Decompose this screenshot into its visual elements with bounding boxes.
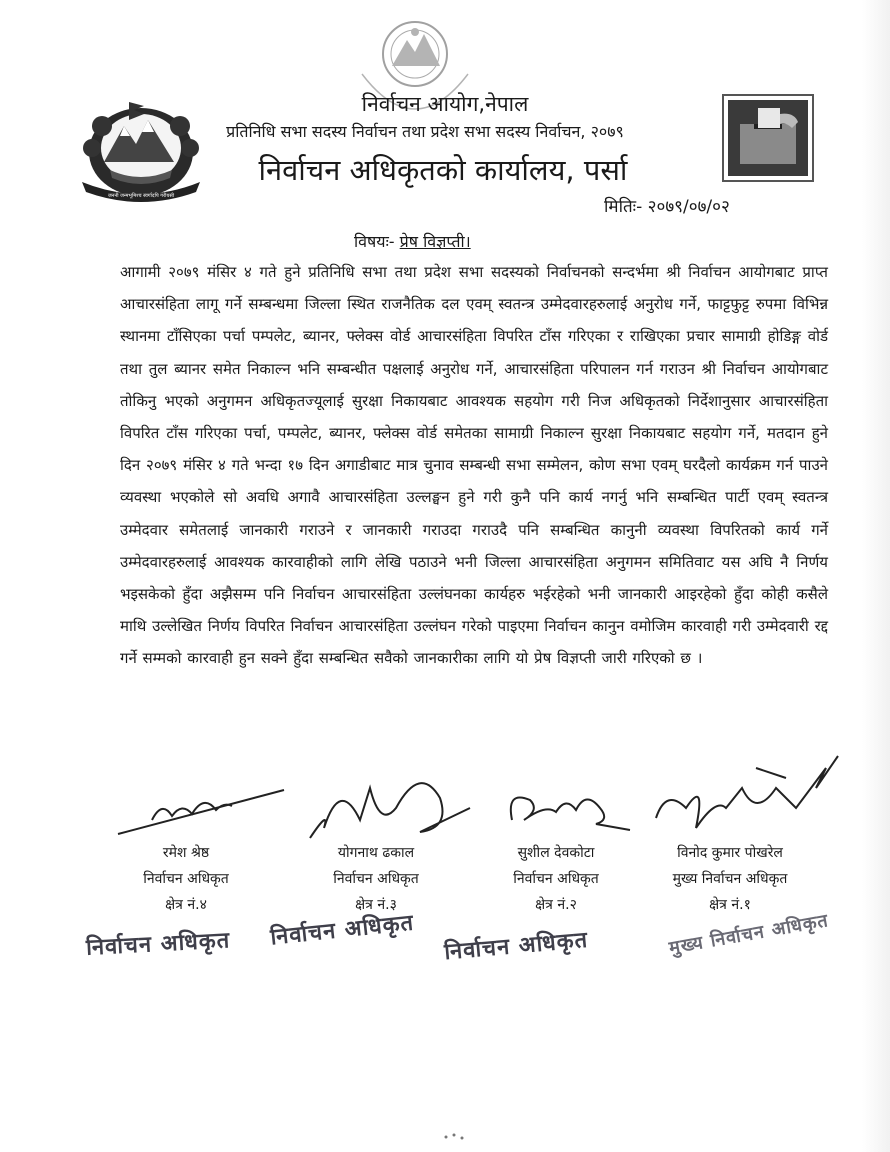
signature-1: [112, 780, 292, 840]
signatory-2: [276, 840, 476, 918]
scan-marks: [440, 1130, 470, 1144]
signatory-name: रमेश श्रेष्ठ: [162, 845, 210, 861]
signature-4: [646, 748, 846, 848]
signatory-title: मुख्य निर्वाचन अधिकृत: [672, 871, 788, 887]
signatory-name: योगनाथ ढकाल: [337, 845, 415, 861]
stamp-2: निर्वाचन अधिकृत: [269, 910, 416, 951]
signatory-4: [630, 840, 830, 918]
signatory-name: सुशील देवकोटा: [517, 845, 595, 861]
emblem-motto: जननी जन्मभूमिश्च स्वर्गादपि गरीयसी: [107, 193, 175, 199]
signatory-title: निर्वाचन अधिकृत: [143, 871, 229, 887]
signatory-name: विनोद कुमार पोखरेल: [677, 845, 783, 861]
date-line: [604, 194, 730, 217]
stamp-4: मुख्य निर्वाचन अधिकृत: [667, 910, 831, 959]
office-title: निर्वाचन अधिकृतको कार्यालय, पर्सा: [258, 153, 628, 187]
signatory-constituency: क्षेत्र नं.४: [165, 897, 207, 913]
signature-3: [500, 780, 640, 840]
signatory-title: निर्वाचन अधिकृत: [513, 871, 599, 887]
press-release-body: आगामी २०७९ मंसिर ४ गते हुने प्रतिनिधि सभा तथा प्रदेश सभा सदस्यको निर्वाचनको सन्दर्भमा श्री निर्वाचन आयोगबाट प्राप्त आचारसंहिता लागू गर्ने सम्बन्धमा जिल्ला स्थित राजनैतिक दल एवम् स्वतन्त्र उम्मेदवारहरुलाई अनुरोध गर्ने, फाट्टफुट्ट रुपमा विभिन्न स्थानमा टाँसिएका पर्चा पम्पलेट, ब्यानर, फ्लेक्स वोर्ड आचारसंहिता विपरित टाँस गरिएका र राखिएका प्रचार सामाग्री होडिङ्ग वोर्ड तथा तुल ब्यानर समेत निकाल्न भनि सम्बन्धीत पक्षलाई अनुरोध गर्ने, आचारसंहिता परिपालन गर्न गराउन श्री निर्वाचन आयोगबाट तोकिनु भएको अनुगमन अधिकृतज्यूलाई सुरक्षा निकायबाट आवश्यक सहयोग गरी निज अधिकृतको निर्देशानुसार आचारसंहिता विपरित टाँस गरिएका पर्चा, पम्पलेट, ब्यानर, फ्लेक्स वोर्ड समेतका सामाग्री निकाल्न सुरक्षा निकायबाट सहयोग गर्ने, मतदान हुने दिन २०७९ मंसिर ४ गते भन्दा १७ दिन अगाडीबाट मात्र चुनाव सम्बन्धी सभा सम्मेलन, कोण सभा एवम् घरदैलो कार्यक्रम गर्न पाउने व्यवस्था भएकोले सो अवधि अगावै आचारसंहिता उल्लङ्घन हुने गरी कुनै पनि कार्य नगर्नु भनि सम्बन्धित पार्टी एवम् स्वतन्त्र उम्मेदवार समेतलाई जानकारी गराउने र जानकारी गराउदा गराउदै पनि सम्बन्धित कानुनी व्यवस्था विपरितको कार्य गर्ने उम्मेदवारहरुलाई आवश्यक कारवाहीको लागि लेखि पठाउने भनी जिल्ला आचारसंहिता अनुगमन समितिवाट यस अघि नै निर्णय भइसकेको हुँदा अझैसम्म पनि निर्वाचन आचारसंहिता उल्लंघनका कार्यहरु भईरहेको भनी जानकारी आइरहेको हुँदा कोही कसैले माथि उल्लेखित निर्णय विपरित निर्वाचन आचारसंहिता उल्लंघन गरेको पाइएमा निर्वाचन कानुन वमोजिम कारवाही गरी उम्मेदवारी रद्द गर्ने सम्मको कारवाही हुन सक्ने हुँदा सम्बन्धित सवैको जानकारीका लागि यो प्रेष विज्ञप्ती जारी गरिएको छ ।: [120, 263, 828, 668]
subject-label: विषयः-: [354, 232, 395, 251]
signature-2: [300, 768, 480, 848]
stamp-1: निर्वाचन अधिकृत: [85, 928, 231, 961]
election-title: प्रतिनिधि सभा सदस्य निर्वाचन तथा प्रदेश सभा सदस्य निर्वाचन, २०७९: [226, 122, 624, 141]
signatory-3: [456, 840, 656, 918]
subject-line: [354, 230, 471, 252]
date-label: मितिः-: [604, 197, 643, 217]
signatory-constituency: क्षेत्र नं.२: [535, 897, 577, 913]
stamp-3: निर्वाचन अधिकृत: [443, 927, 590, 966]
signatory-title: निर्वाचन अधिकृत: [333, 871, 419, 887]
date-value: २०७९/०७/०२: [647, 197, 730, 217]
subject-title: प्रेष विज्ञप्ती।: [399, 232, 471, 251]
signatory-constituency: क्षेत्र नं.३: [355, 897, 397, 913]
signatory-1: [86, 840, 286, 918]
signatory-constituency: क्षेत्र नं.१: [709, 897, 751, 913]
commission-title: निर्वाचन आयोग,नेपाल: [361, 92, 529, 116]
